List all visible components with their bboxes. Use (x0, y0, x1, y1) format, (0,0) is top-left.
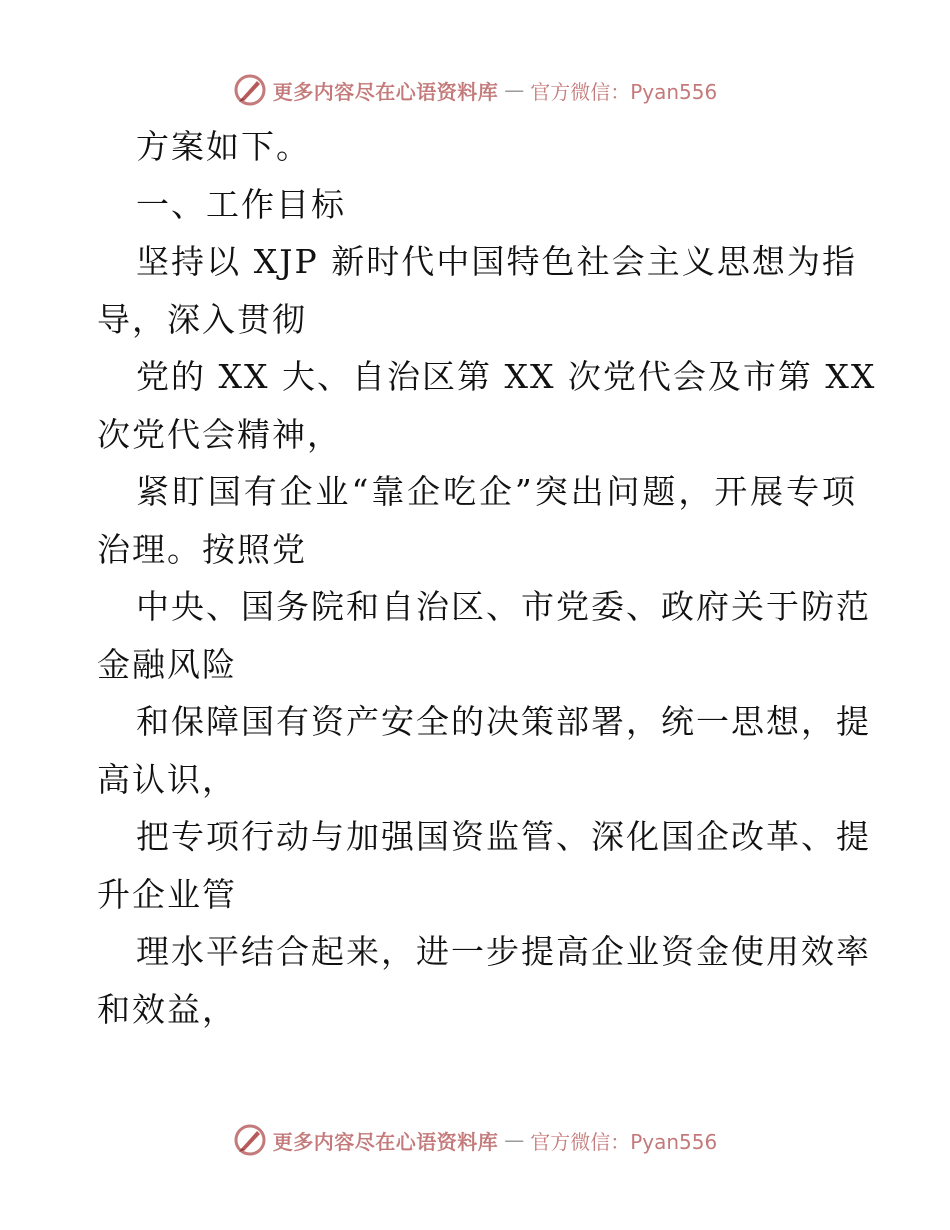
body-line: 中央、国务院和自治区、市党委、政府关于防范 (136, 587, 871, 626)
footer-banner (0, 1120, 950, 1160)
quill-logo-icon (233, 73, 267, 107)
body-line: 次党代会精神， (97, 414, 342, 454)
footer-slogan: 更多内容尽在心语资料库 (272, 1129, 499, 1154)
header-banner (0, 70, 950, 110)
footer-banner-inner (233, 1123, 718, 1157)
header-banner-inner (233, 73, 718, 107)
body-line: 紧盯国有企业“靠企吃企”突出问题，开展专项 (136, 472, 857, 511)
body-line: 坚持以 XJP 新时代中国特色社会主义思想为指 (136, 242, 857, 281)
header-wechat: 官方微信：Pyan556 (530, 79, 718, 104)
header-slogan: 更多内容尽在心语资料库 (272, 79, 499, 104)
header-separator: — (504, 78, 525, 102)
body-line: 理水平结合起来，进一步提高企业资金使用效率 (136, 932, 871, 971)
footer-separator: — (504, 1128, 525, 1152)
body-line: 党的 XX 大、自治区第 XX 次党代会及市第 XX (136, 357, 877, 396)
body-line: 把专项行动与加强国资监管、深化国企改革、提 (136, 817, 871, 856)
body-line: 导，深入贯彻 (97, 299, 307, 339)
body-line: 方案如下。 (136, 127, 311, 166)
document-body (97, 118, 877, 1038)
footer-wechat: 官方微信：Pyan556 (530, 1129, 718, 1154)
section-heading: 一、工作目标 (136, 184, 346, 224)
body-line: 治理。按照党 (97, 529, 307, 569)
body-line: 金融风险 (97, 644, 237, 684)
body-line: 和保障国有资产安全的决策部署，统一思想，提 (136, 702, 871, 741)
body-line: 和效益， (97, 989, 237, 1029)
body-line: 升企业管 (97, 874, 237, 914)
body-line: 高认识， (97, 759, 237, 799)
quill-logo-icon (233, 1123, 267, 1157)
